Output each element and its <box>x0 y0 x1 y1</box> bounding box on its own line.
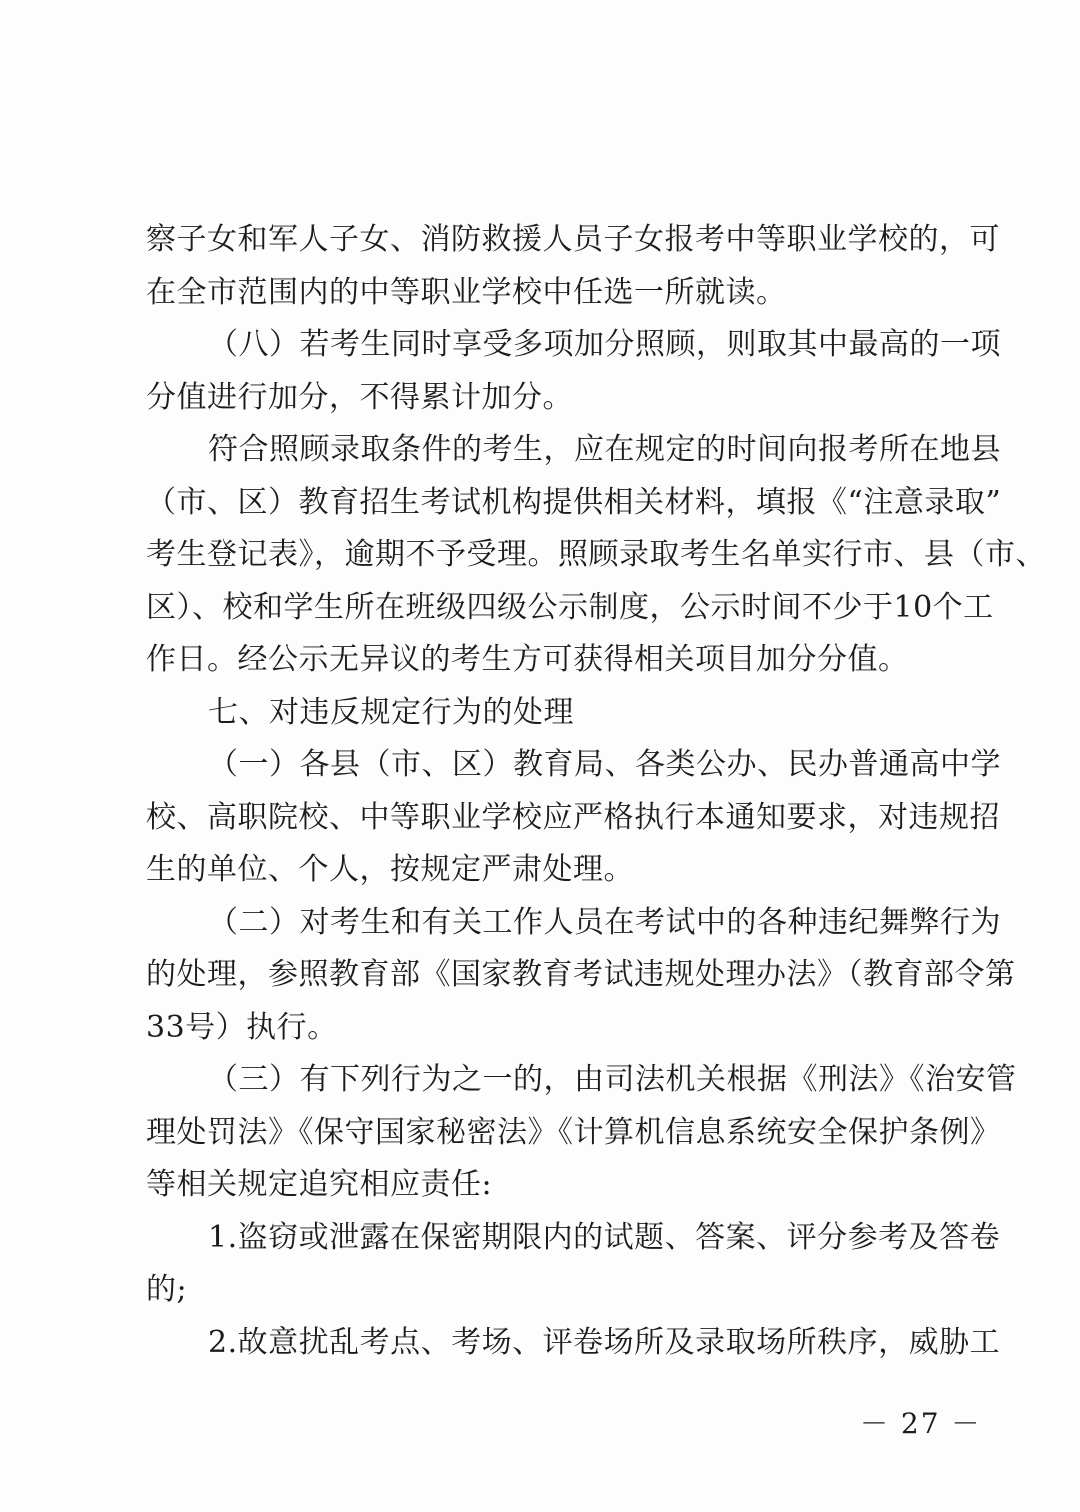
text-line: 察子女和军人子女、消防救援人员子女报考中等职业学校的，可 <box>146 222 1000 257</box>
page-number: － 27 － <box>860 1407 982 1440</box>
text-line: 考生登记表》，逾期不予受理。照顾录取考生名单实行市、县（市、 <box>146 537 1046 572</box>
text-line: 作日。经公示无异议的考生方可获得相关项目加分分值。 <box>146 642 909 677</box>
list-item-start: 2.故意扰乱考点、考场、评卷场所及录取场所秩序，威胁工 <box>208 1324 1001 1360</box>
text-line: 33号）执行。 <box>146 1009 338 1045</box>
paragraph-start: （三）有下列行为之一的，由司法机关根据《刑法》《治安管 <box>208 1062 1017 1097</box>
document-body <box>146 214 1046 1369</box>
text-line: 的处理，参照教育部《国家教育考试违规处理办法》（教育部令第 <box>146 957 1016 992</box>
list-item-start: 1.盗窃或泄露在保密期限内的试题、答案、评分参考及答卷 <box>208 1219 1001 1255</box>
text-line: 区）、校和学生所在班级四级公示制度，公示时间不少于10个工 <box>146 589 994 625</box>
text-line: 校、高职院校、中等职业学校应严格执行本通知要求，对违规招 <box>146 799 1000 835</box>
paragraph-start: （二）对考生和有关工作人员在考试中的各种违纪舞弊行为 <box>208 904 1001 940</box>
text-line: 的; <box>146 1272 188 1307</box>
text-line: 分值进行加分，不得累计加分。 <box>146 379 573 415</box>
text-line: 理处罚法》《保守国家秘密法》《计算机信息系统安全保护条例》 <box>146 1114 1001 1150</box>
text-line: （市、区）教育招生考试机构提供相关材料，填报《“注意录取” <box>146 484 1002 520</box>
section-heading: 七、对违反规定行为的处理 <box>208 694 574 730</box>
paragraph-start: （一）各县（市、区）教育局、各类公办、民办普通高中学 <box>208 747 1001 782</box>
text-line: 等相关规定追究相应责任: <box>146 1167 493 1202</box>
text-line: 在全市范围内的中等职业学校中任选一所就读。 <box>146 274 787 310</box>
text-line: 生的单位、个人，按规定严肃处理。 <box>146 852 634 887</box>
paragraph-start: 符合照顾录取条件的考生，应在规定的时间向报考所在地县 <box>208 432 1001 467</box>
paragraph-start: （八）若考生同时享受多项加分照顾，则取其中最高的一项 <box>208 327 1001 362</box>
